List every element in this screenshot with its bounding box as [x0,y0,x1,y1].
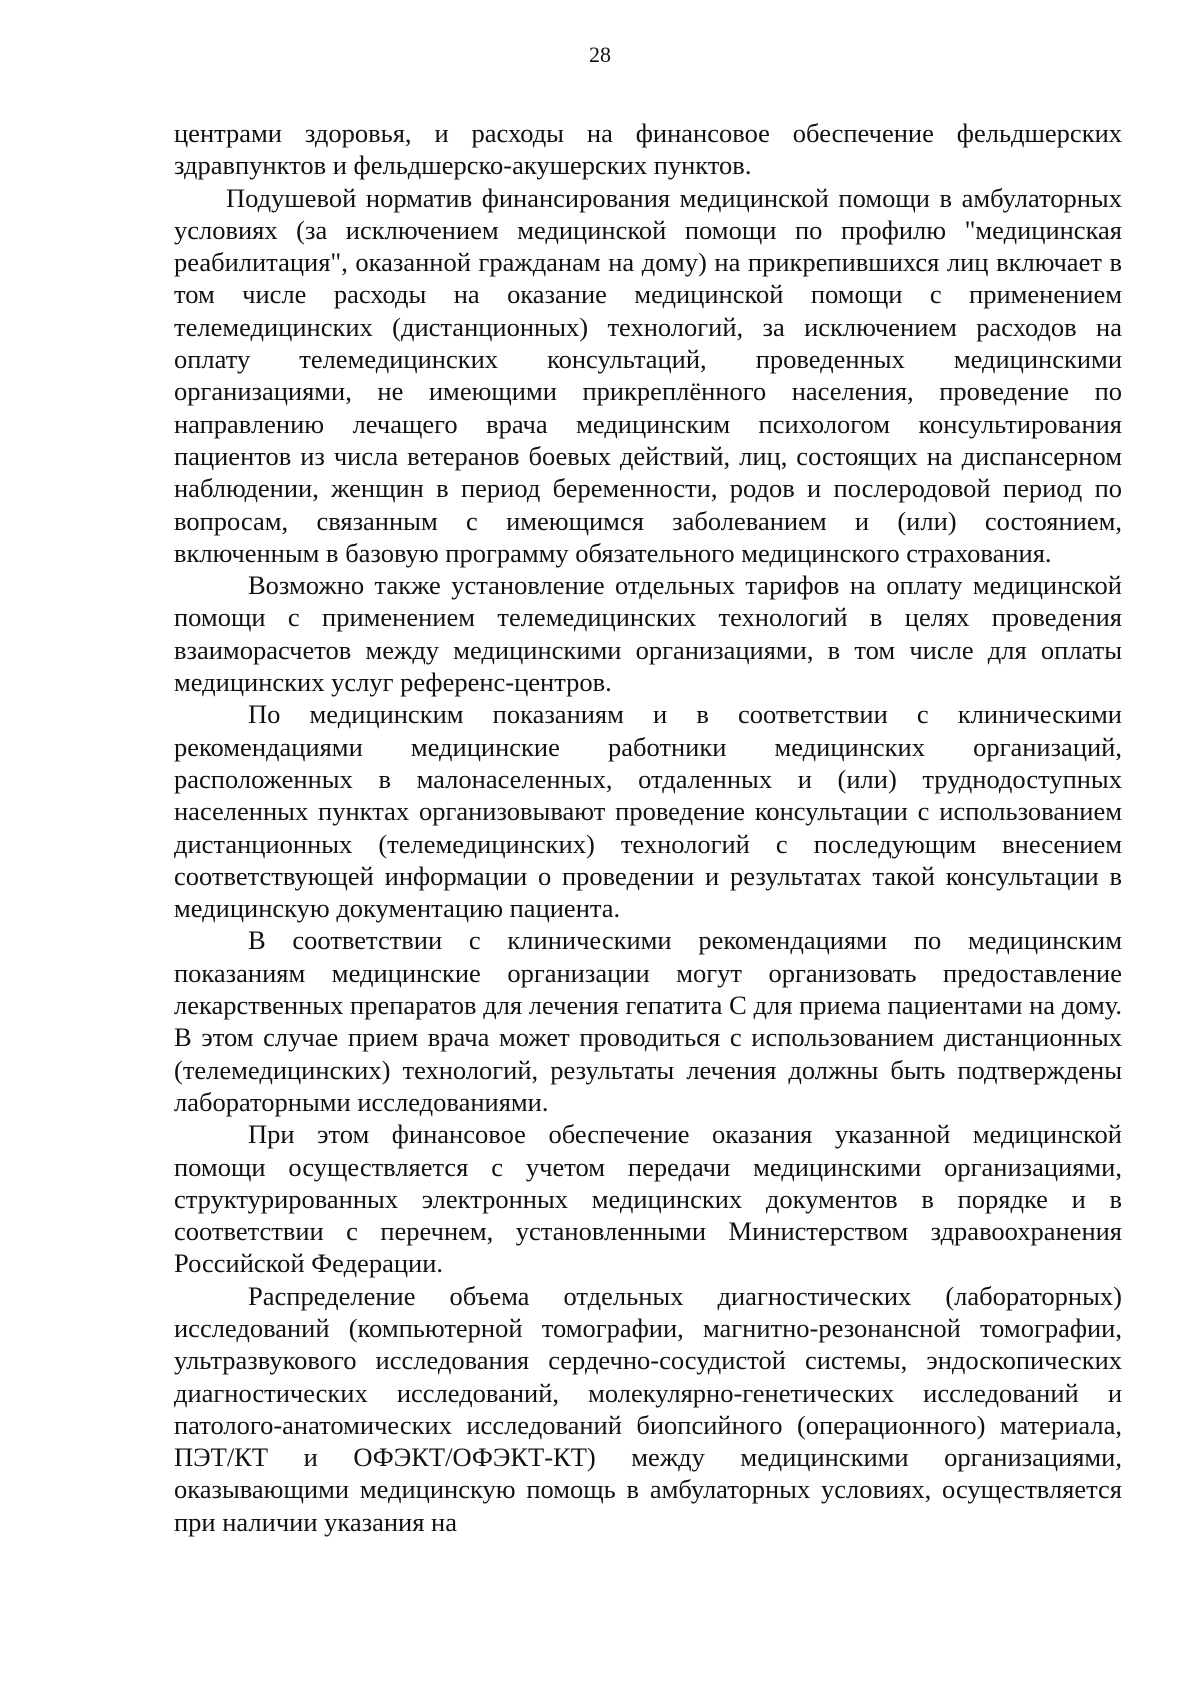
paragraph-hepatitis-c: В соответствии с клиническими рекомендациями по медицинским показаниям медицинские организации могут организовать предоставление лекарственных препаратов для лечения гепатита С для приема пациентами на дому. В этом случае прием врача может проводиться с использованием дистанционных (телемедицинских) технологий, результаты лечения должны быть подтверждены лабораторными исследованиями. [174,925,1122,1117]
paragraph-remote-consultations: По медицинским показаниям и в соответствии с клиническими рекомендациями медицинские работники медицинских организаций, расположенных в малонаселенных, отдаленных и (или) труднодоступных населенных пунктах организовывают проведение консультации с использованием дистанционных (телемедицинских) технологий с последующим внесением соответствующей информации о проведении и результатах такой консультации в медицинскую документацию пациента. [174,699,1122,924]
document-body [174,117,1122,1538]
paragraph-continuation: центрами здоровья, и расходы на финансовое обеспечение фельдшерских здравпунктов и фельдшерско-акушерских пунктов. [174,118,1122,181]
paragraph-diagnostics-distribution: Распределение объема отдельных диагностических (лабораторных) исследований (компьютерной томографии, магнитно-резонансной томографии, ультразвукового исследования сердечно-сосудистой системы, эндоскопических диагностических исследований, молекулярно-генетических исследований и патолого-анатомических исследований биопсийного (операционного) материала, ПЭТ/КТ и ОФЭКТ/ОФЭКТ-КТ) между медицинскими организациями, оказывающими медицинскую помощь в амбулаторных условиях, осуществляется при наличии указания на [174,1280,1122,1537]
paragraph-per-capita-standard: Подушевой норматив финансирования медицинской помощи в амбулаторных условиях (за исключением медицинской помощи по профилю "медицинская реабилитация", оказанной гражданам на дому) на прикрепившихся лиц включает в том числе расходы на оказание медицинской помощи с применением телемедицинских (дистанционных) технологий, за исключением расходов на оплату телемедицинских консультаций, проведенных медицинскими организациями, не имеющими прикреплённого населения, проведение по направлению лечащего врача медицинским психологом консультирования пациентов из числа ветеранов боевых действий, лиц, состоящих на диспансерном наблюдении, женщин в период беременности, родов и послеродовой период по вопросам, связанным с имеющимся заболеванием и (или) состоянием, включенным в базовую программу обязательного медицинского страхования. [174,182,1122,568]
paragraph-separate-tariffs: Возможно также установление отдельных тарифов на оплату медицинской помощи с применением телемедицинских технологий в целях проведения взаиморасчетов между медицинскими организациями, в том числе для оплаты медицинских услуг референс-центров. [174,570,1122,698]
page-number: 28 [589,42,611,67]
paragraph-financing: При этом финансовое обеспечение оказания указанной медицинской помощи осуществляется с учетом передачи медицинскими организациями, структурированных электронных медицинских документов в порядке и в соответствии с перечнем, установленными Министерством здравоохранения Российской Федерации. [174,1119,1122,1279]
